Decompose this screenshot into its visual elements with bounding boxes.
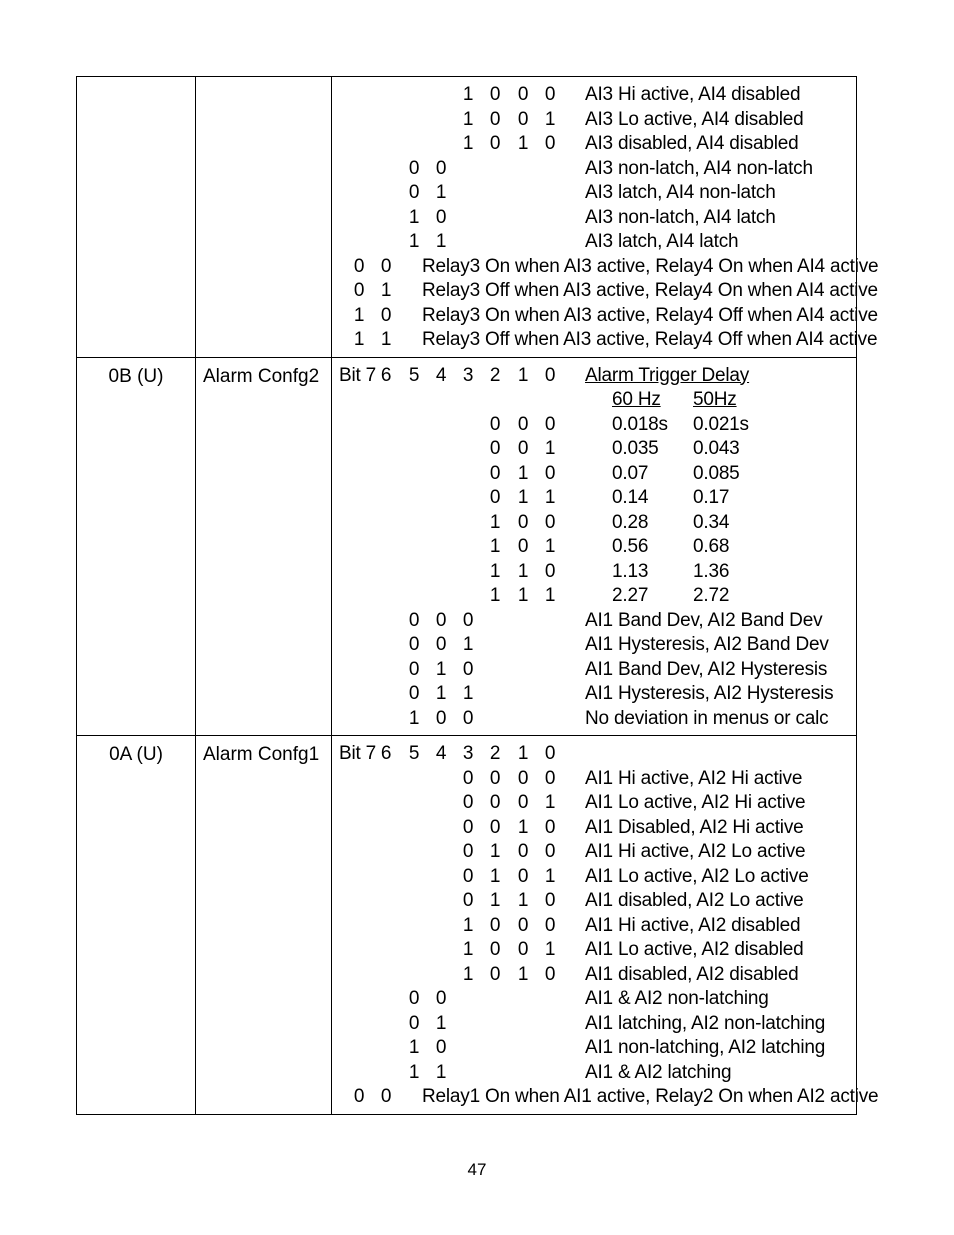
name-cell (195, 358, 332, 736)
name-cell (195, 736, 332, 1114)
register-address: 0B (U) (108, 365, 164, 387)
bit-description: AI3 non-latch, AI4 non-latch (585, 157, 813, 179)
bit-row (331, 462, 856, 487)
delay-60hz: 1.13 (612, 560, 649, 582)
bit-row (331, 938, 856, 963)
bit-row (331, 889, 856, 914)
bit-value: 0 (544, 890, 556, 911)
bit-value: 0 (544, 84, 556, 105)
bit-value: 0 (435, 206, 447, 228)
bit-value: 1 (408, 1037, 420, 1058)
bit-value: 0 (517, 413, 529, 435)
bit-value: 1 (408, 1061, 420, 1083)
bit-description: No deviation in menus or calc (585, 707, 829, 729)
bit-description: AI1 Hi active, AI2 Lo active (585, 841, 806, 862)
delay-50hz: 1.36 (693, 560, 730, 582)
bit-value: 1 (489, 511, 501, 533)
bit-row (331, 157, 856, 182)
bit-row (331, 206, 856, 231)
register-table (76, 76, 879, 1115)
bit-value: 0 (544, 767, 556, 789)
bit-description: AI1 Hi active, AI2 Hi active (585, 767, 803, 789)
bit-value: 1 (380, 329, 392, 350)
page-number: 47 (467, 1160, 487, 1179)
bit-value: 0 (517, 792, 529, 813)
register-name: Alarm Confg2 (203, 365, 320, 387)
delay-60hz: 0.018s (612, 413, 668, 435)
bit-value: 1 (517, 816, 529, 838)
bit-value: 0 (517, 767, 529, 789)
bit-value: 0 (380, 255, 392, 277)
bit-row (331, 279, 878, 304)
bit-description: Relay3 Off when AI3 active, Relay4 On when AI4 active (422, 280, 878, 301)
bit-value: 1 (544, 792, 556, 813)
name-cell (195, 77, 332, 357)
bit-row (331, 511, 856, 536)
bit-value: 0 (435, 707, 447, 729)
bit-value: 0 (408, 634, 420, 655)
bit-row (331, 987, 856, 1012)
bit-row (331, 388, 856, 413)
bit-value: 0 (517, 511, 529, 533)
bit-value: 0 (435, 157, 447, 179)
delay-50hz: 0.043 (693, 438, 740, 459)
bit-description: Relay3 Off when AI3 active, Relay4 Off when AI4 active (422, 329, 878, 350)
bit-row (331, 914, 856, 939)
bit-value: 0 (462, 609, 474, 631)
bit-value: 0 (517, 108, 529, 130)
bit-value: 0 (544, 364, 556, 386)
bit-value: 0 (489, 438, 501, 459)
bit-description: AI1 Lo active, AI2 Lo active (585, 865, 809, 887)
bit-row (331, 865, 856, 890)
bit-row (331, 791, 856, 816)
bit-value: 0 (408, 157, 420, 179)
bit-value: 1 (489, 865, 501, 887)
bit-value: 0 (517, 865, 529, 887)
bit-value: 1 (462, 133, 474, 154)
bit-description: AI1 Hi active, AI2 disabled (585, 914, 801, 936)
address-cell (77, 77, 196, 357)
bit-value: 0 (435, 634, 447, 655)
bit-value: 5 (408, 743, 420, 764)
bit-row (331, 633, 856, 658)
register-section (77, 357, 856, 736)
delay-50hz: 2.72 (693, 585, 730, 606)
register-address: 0A (U) (109, 744, 163, 765)
bit-description: AI3 disabled, AI4 disabled (585, 133, 799, 154)
bit-value: 0 (408, 658, 420, 680)
bit-row (331, 584, 856, 609)
bit-value: 1 (435, 231, 447, 252)
delay-60hz: 0.07 (612, 462, 649, 484)
bit-description: AI1 Band Dev, AI2 Band Dev (585, 609, 823, 631)
bit-row (331, 816, 856, 841)
bit-description: AI1 latching, AI2 non-latching (585, 1012, 826, 1034)
bit-description: AI3 latch, AI4 latch (585, 231, 739, 252)
bit-description: Relay3 On when AI3 active, Relay4 On when AI4 active (422, 255, 879, 277)
bit-description: AI1 disabled, AI2 Lo active (585, 890, 804, 911)
register-section (77, 77, 879, 357)
bit-value: 1 (489, 560, 501, 582)
bit-description: AI1 Band Dev, AI2 Hysteresis (585, 658, 828, 680)
bit-value: 0 (544, 133, 556, 154)
delay-50hz: 0.085 (693, 462, 740, 484)
register-name: Alarm Confg1 (203, 744, 320, 765)
bit-value: 1 (435, 683, 447, 704)
bit-value: 1 (544, 438, 556, 459)
bit-row (331, 560, 856, 585)
bit-value: 0 (435, 609, 447, 631)
bit-value: 0 (435, 988, 447, 1009)
bit-value: 1 (462, 939, 474, 960)
bit-value: 1 (353, 304, 365, 326)
bit-description: AI3 latch, AI4 non-latch (585, 182, 776, 203)
bit-value: 3 (462, 743, 474, 764)
bit-value: 1 (435, 1012, 447, 1034)
bit-value: 0 (353, 280, 365, 301)
bit-row (331, 1085, 879, 1110)
bit-row (331, 535, 856, 560)
delay-60hz: 0.14 (612, 487, 649, 508)
bit-row (331, 742, 856, 767)
bit-row (331, 963, 856, 988)
bit-value: 2 (489, 743, 501, 764)
bit-row (331, 767, 856, 792)
bit-value: 3 (462, 364, 474, 386)
bit-value: 1 (489, 890, 501, 911)
bit-value: 1 (544, 939, 556, 960)
bit-value: 1 (544, 108, 556, 130)
bit-value: 1 (544, 536, 556, 557)
bit-value: 0 (489, 413, 501, 435)
bit-value: 0 (380, 304, 392, 326)
bit-value: 1 (544, 585, 556, 606)
bit-value: 1 (517, 560, 529, 582)
bit-value: 0 (462, 816, 474, 838)
bit-row (331, 364, 856, 389)
bit-value: 0 (544, 511, 556, 533)
bit-value: 0 (489, 963, 501, 985)
bit-row (331, 1061, 856, 1086)
bit-value: 0 (408, 683, 420, 704)
bit-description: AI1 & AI2 non-latching (585, 988, 769, 1009)
bit-description: AI3 Hi active, AI4 disabled (585, 84, 801, 105)
bit-row (331, 181, 856, 206)
bit-value: 0 (489, 792, 501, 813)
bit-description: Relay3 On when AI3 active, Relay4 Off when AI4 active (422, 304, 878, 326)
bit-7-label: Bit 7 (339, 364, 377, 386)
bit-value: 4 (435, 364, 447, 386)
bit-description: AI3 non-latch, AI4 latch (585, 206, 776, 228)
delay-50hz: 0.68 (693, 536, 730, 557)
bit-value: 1 (517, 743, 529, 764)
delay-60hz: 0.035 (612, 438, 659, 459)
bit-value: 1 (462, 914, 474, 936)
bit-value: 1 (435, 1061, 447, 1083)
bit-value: 1 (517, 364, 529, 386)
bit-value: 0 (462, 841, 474, 862)
bit-value: 0 (544, 743, 556, 764)
bit-description: AI1 Lo active, AI2 Hi active (585, 792, 806, 813)
delay-50hz: 0.34 (693, 511, 730, 533)
bit-value: 1 (489, 585, 501, 606)
bit-row (331, 609, 856, 634)
bit-value: 1 (462, 108, 474, 130)
bit-value: 1 (544, 865, 556, 887)
bit-value: 0 (544, 560, 556, 582)
bit-value: 1 (408, 707, 420, 729)
bit-value: 1 (517, 487, 529, 508)
bit-value: 0 (544, 413, 556, 435)
bit-value: 0 (544, 816, 556, 838)
bit-row (331, 83, 856, 108)
bit-row (331, 255, 879, 280)
bit-value: 1 (489, 536, 501, 557)
bit-value: 1 (462, 963, 474, 985)
bit-value: 0 (489, 133, 501, 154)
bit-row (331, 328, 878, 353)
bit-value: 0 (489, 84, 501, 105)
bit-value: 1 (489, 841, 501, 862)
bit-value: 0 (544, 462, 556, 484)
bit-value: 0 (544, 841, 556, 862)
delay-60hz: 2.27 (612, 585, 649, 606)
bit-value: 0 (517, 84, 529, 105)
bit-value: 5 (408, 364, 420, 386)
bit-row (331, 304, 878, 329)
bit-value: 0 (353, 1086, 365, 1107)
address-cell (77, 736, 196, 1114)
delay-60hz: 0.56 (612, 536, 649, 557)
bit-description: AI1 disabled, AI2 disabled (585, 963, 799, 985)
bit-value: 1 (462, 634, 474, 655)
bit-value: 1 (435, 182, 447, 203)
bit-definition-cell (331, 358, 856, 736)
bit-description: AI1 non-latching, AI2 latching (585, 1037, 826, 1058)
bit-value: 0 (517, 914, 529, 936)
bit-value: 1 (517, 133, 529, 154)
bit-row (331, 486, 856, 511)
delay-60hz: 0.28 (612, 511, 649, 533)
bit-value: 1 (380, 280, 392, 301)
bit-value: 0 (462, 890, 474, 911)
bit-value: 0 (517, 536, 529, 557)
bit-description: Alarm Trigger Delay (585, 364, 750, 386)
bit-value: 1 (408, 206, 420, 228)
bit-value: 1 (462, 84, 474, 105)
bit-value: 1 (517, 890, 529, 911)
bit-row (331, 707, 856, 732)
bit-value: 4 (435, 743, 447, 764)
bit-value: 0 (489, 108, 501, 130)
bit-value: 0 (489, 939, 501, 960)
bit-value: 0 (544, 914, 556, 936)
bit-value: 6 (380, 743, 392, 764)
bit-value: 1 (517, 963, 529, 985)
bit-value: 0 (462, 658, 474, 680)
bit-value: 2 (489, 364, 501, 386)
bit-value: 0 (517, 939, 529, 960)
delay-50hz: 50Hz (693, 389, 737, 410)
bit-value: 0 (408, 609, 420, 631)
bit-definition-cell (331, 77, 879, 357)
bit-value: 0 (408, 1012, 420, 1034)
bit-description: AI1 Hysteresis, AI2 Hysteresis (585, 683, 834, 704)
bit-row (331, 132, 856, 157)
bit-description: AI1 & AI2 latching (585, 1061, 732, 1083)
bit-row (331, 413, 856, 438)
address-cell (77, 358, 196, 736)
bit-value: 1 (353, 329, 365, 350)
bit-description: AI1 Lo active, AI2 disabled (585, 939, 804, 960)
bit-value: 0 (462, 707, 474, 729)
bit-value: 0 (408, 988, 420, 1009)
bit-value: 0 (435, 1037, 447, 1058)
bit-value: 0 (462, 792, 474, 813)
bit-description: AI3 Lo active, AI4 disabled (585, 108, 804, 130)
bit-row (331, 840, 856, 865)
bit-value: 0 (462, 767, 474, 789)
bit-row (331, 108, 856, 133)
bit-value: 6 (380, 364, 392, 386)
bit-value: 1 (408, 231, 420, 252)
bit-value: 1 (517, 585, 529, 606)
bit-value: 0 (544, 963, 556, 985)
bit-row (331, 682, 856, 707)
bit-value: 0 (489, 767, 501, 789)
bit-7-label: Bit 7 (339, 743, 377, 764)
bit-value: 0 (462, 865, 474, 887)
bit-value: 1 (462, 683, 474, 704)
bit-row (331, 437, 856, 462)
bit-value: 0 (517, 841, 529, 862)
bit-value: 0 (489, 462, 501, 484)
bit-definition-cell (331, 736, 879, 1114)
bit-value: 0 (408, 182, 420, 203)
bit-value: 0 (489, 487, 501, 508)
bit-description: Relay1 On when AI1 active, Relay2 On when AI2 active (422, 1086, 879, 1107)
bit-value: 0 (489, 816, 501, 838)
delay-50hz: 0.17 (693, 487, 730, 508)
bit-value: 1 (517, 462, 529, 484)
bit-description: AI1 Disabled, AI2 Hi active (585, 816, 804, 838)
bit-row (331, 230, 856, 255)
register-section (77, 735, 879, 1114)
bit-value: 0 (380, 1086, 392, 1107)
bit-row (331, 1036, 856, 1061)
bit-value: 1 (435, 658, 447, 680)
bit-value: 0 (517, 438, 529, 459)
bit-description: AI1 Hysteresis, AI2 Band Dev (585, 634, 829, 655)
delay-60hz: 60 Hz (612, 389, 661, 410)
bit-row (331, 658, 856, 683)
bit-value: 0 (489, 914, 501, 936)
bit-row (331, 1012, 856, 1037)
delay-50hz: 0.021s (693, 413, 749, 435)
bit-value: 0 (353, 255, 365, 277)
bit-value: 1 (544, 487, 556, 508)
